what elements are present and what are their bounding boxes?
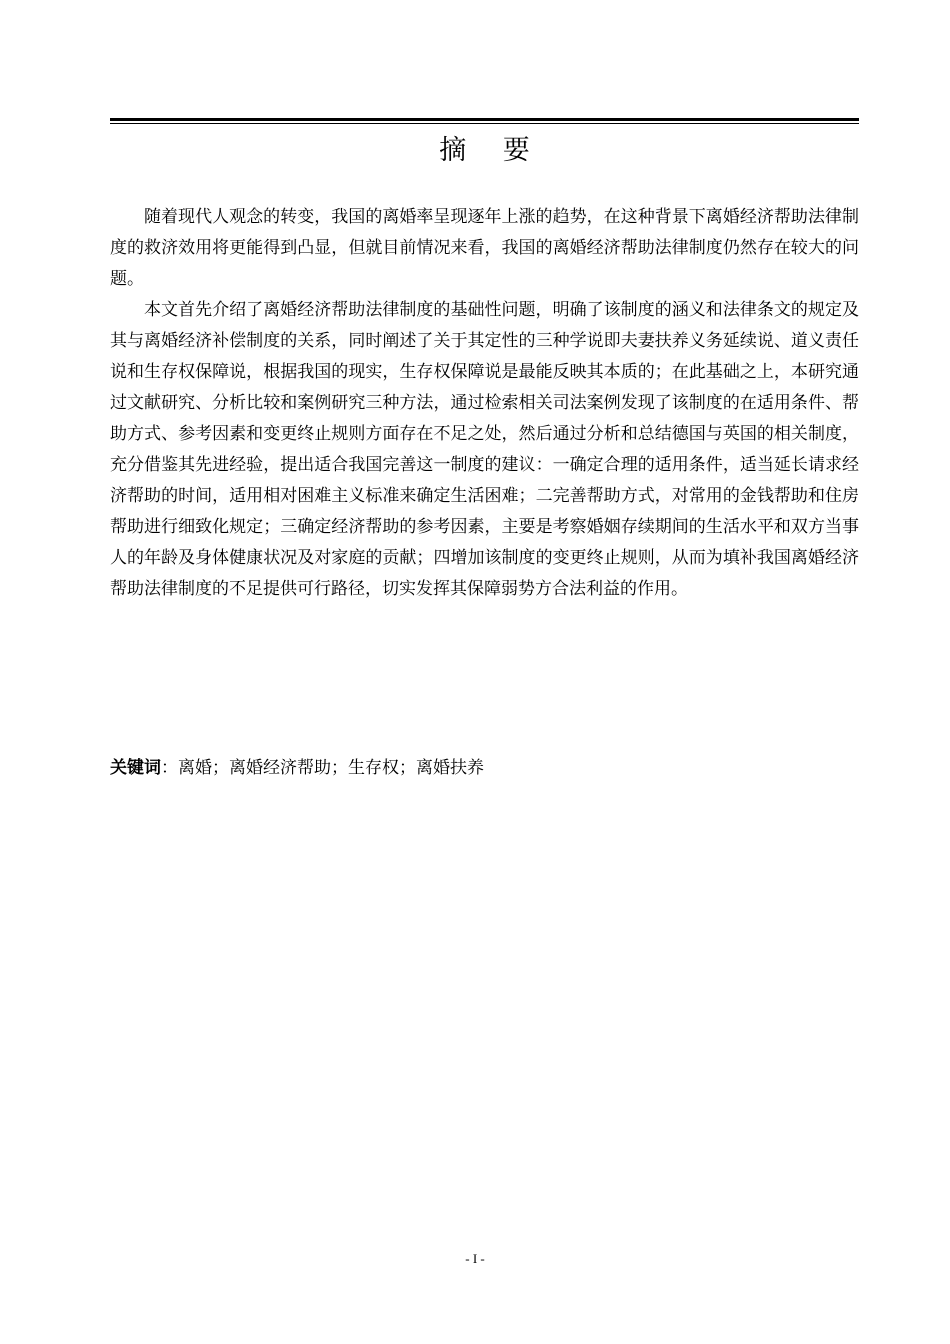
page-number: - I -	[465, 1251, 485, 1266]
keywords-text: ：离婚；离婚经济帮助；生存权；离婚扶养	[161, 758, 484, 778]
keywords-label: 关键词	[110, 758, 161, 778]
abstract-body	[110, 202, 859, 605]
abstract-title: 摘 要	[439, 135, 544, 166]
header-rule-thick-line	[110, 118, 859, 121]
header-rule-thin-line	[110, 123, 859, 124]
header-double-rule	[110, 118, 859, 124]
keywords-line	[110, 753, 859, 784]
abstract-paragraph-2: 本文首先介绍了离婚经济帮助法律制度的基础性问题，明确了该制度的涵义和法律条文的规定及其与离婚经济补偿制度的关系，同时阐述了关于其定性的三种学说即夫妻扶养义务延续说、道义责任说和生存权保障说，根据我国的现实，生存权保障说是最能反映其本质的；在此基础之上，本研究通过文献研究、分析比较和案例研究三种方法，通过检索相关司法案例发现了该制度的在适用条件、帮助方式、参考因素和变更终止规则方面存在不足之处，然后通过分析和总结德国与英国的相关制度，充分借鉴其先进经验，提出适合我国完善这一制度的建议：一确定合理的适用条件，适当延长请求经济帮助的时间，适用相对困难主义标准来确定生活困难；二完善帮助方式，对常用的金钱帮助和住房帮助进行细致化规定；三确定经济帮助的参考因素，主要是考察婚姻存续期间的生活水平和双方当事人的年龄及身体健康状况及对家庭的贡献；四增加该制度的变更终止规则，从而为填补我国离婚经济帮助法律制度的不足提供可行路径，切实发挥其保障弱势方合法利益的作用。	[110, 300, 859, 599]
abstract-paragraph-1: 随着现代人观念的转变，我国的离婚率呈现逐年上涨的趋势，在这种背景下离婚经济帮助法律制度的救济效用将更能得到凸显，但就目前情况来看，我国的离婚经济帮助法律制度仍然存在较大的问题。	[110, 207, 859, 289]
